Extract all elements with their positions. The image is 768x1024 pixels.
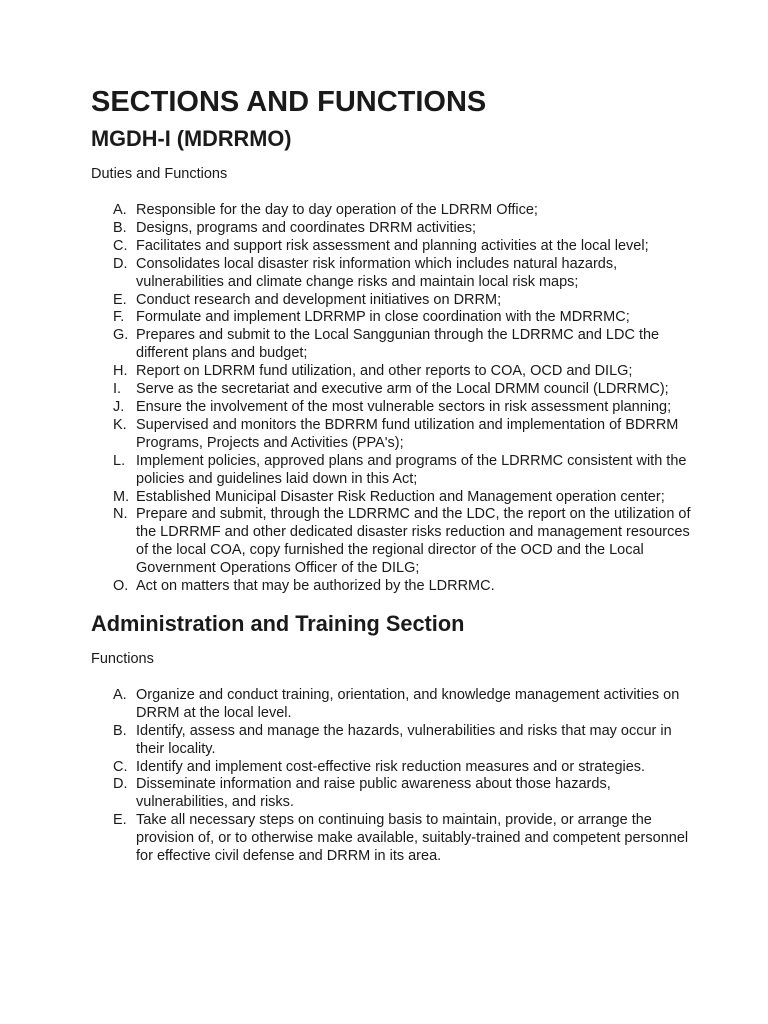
- list-item: [91, 776, 691, 812]
- list-marker: C.: [113, 758, 128, 775]
- list-marker: E.: [113, 291, 127, 308]
- list-item-text: Facilitates and support risk assessment and planning activities at the local level;: [136, 237, 649, 254]
- admin-intro: Functions: [91, 650, 154, 667]
- list-item: [91, 723, 691, 759]
- list-marker: G.: [113, 327, 129, 344]
- admin-functions-list: [91, 687, 691, 866]
- list-item-text: Conduct research and development initiatives on DRRM;: [136, 291, 502, 308]
- list-item: [91, 309, 691, 327]
- list-marker: M.: [113, 488, 130, 505]
- list-item: [91, 453, 691, 489]
- list-item: [91, 759, 691, 777]
- list-marker: A.: [113, 202, 127, 218]
- list-item: [91, 220, 691, 238]
- list-item: [91, 399, 691, 417]
- list-marker: A.: [113, 686, 127, 703]
- list-marker: J.: [113, 398, 125, 415]
- list-marker: D.: [113, 776, 128, 793]
- list-marker: B.: [113, 219, 127, 236]
- list-marker: H.: [113, 363, 128, 380]
- list-marker: K.: [113, 416, 127, 433]
- list-item-text: Identify and implement cost-effective risk reduction measures and or strategies.: [136, 758, 646, 775]
- list-item-text: Organize and conduct training, orientation, and knowledge management activities on DRRM at the local level.: [136, 686, 680, 721]
- list-item-text: Formulate and implement LDRRMP in close coordination with the MDRRMC;: [136, 309, 630, 326]
- list-item-text: Take all necessary steps on continuing basis to maintain, provide, or arrange the provision of, or to otherwise make available, suitably-trained and competent personnel for effective civil defense and DRRM in its area.: [136, 812, 689, 865]
- document-title: SECTIONS AND FUNCTIONS: [91, 86, 487, 118]
- list-item: [91, 327, 691, 363]
- list-item: [91, 381, 691, 399]
- list-marker: E.: [113, 812, 127, 829]
- list-item-text: Serve as the secretariat and executive arm of the Local DRMM council (LDRRMC);: [136, 381, 669, 398]
- list-item: [91, 256, 691, 292]
- list-item: [91, 292, 691, 310]
- list-item-text: Responsible for the day to day operation of the LDRRM Office;: [136, 202, 538, 218]
- list-marker: B.: [113, 722, 127, 739]
- list-item: [91, 363, 691, 381]
- list-item: [91, 202, 691, 220]
- list-marker: D.: [113, 255, 128, 272]
- list-item-text: Established Municipal Disaster Risk Reduction and Management operation center;: [136, 488, 665, 505]
- list-item: [91, 238, 691, 256]
- list-item-text: Ensure the involvement of the most vulnerable sectors in risk assessment planning;: [136, 398, 672, 415]
- list-item-text: Report on LDRRM fund utilization, and other reports to COA, OCD and DILG;: [136, 363, 633, 380]
- office-duties-list: [91, 202, 691, 596]
- list-item-text: Consolidates local disaster risk information which includes natural hazards, vulnerabilities and climate change risks and maintain local risk maps;: [136, 255, 618, 290]
- list-item-text: Designs, programs and coordinates DRRM activities;: [136, 219, 477, 236]
- document-body: [91, 86, 691, 866]
- list-marker: N.: [113, 506, 128, 523]
- list-item-text: Disseminate information and raise public awareness about those hazards, vulnerabilities, and risks.: [136, 776, 611, 811]
- list-marker: I.: [113, 381, 122, 398]
- list-item-text: Prepares and submit to the Local Sanggunian through the LDRRMC and LDC the different plans and budget;: [136, 327, 660, 362]
- list-item-text: Supervised and monitors the BDRRM fund utilization and implementation of BDRRM Programs, Projects and Activities (PPA's);: [136, 416, 679, 451]
- list-item: [91, 417, 691, 453]
- list-marker: L.: [113, 452, 126, 469]
- list-item: [91, 687, 691, 723]
- list-marker: O.: [113, 578, 129, 595]
- admin-section-heading: Administration and Training Section: [91, 610, 465, 636]
- office-heading: MGDH-I (MDRRMO): [91, 126, 292, 151]
- list-marker: F.: [113, 309, 125, 326]
- list-item: [91, 506, 691, 578]
- list-item: [91, 578, 691, 596]
- list-item-text: Prepare and submit, through the LDRRMC and the LDC, the report on the utilization of the LDRRMF and other dedicated disaster risks reduction and management resources of the local COA, copy furnished the regional director of the OCD and the Local Government Operations Officer of the DILG;: [136, 506, 691, 577]
- list-marker: C.: [113, 237, 128, 254]
- office-intro: Duties and Functions: [91, 166, 228, 182]
- list-item: [91, 489, 691, 507]
- list-item: [91, 812, 691, 866]
- list-item-text: Act on matters that may be authorized by the LDRRMC.: [136, 578, 495, 595]
- list-item-text: Implement policies, approved plans and programs of the LDRRMC consistent with the policies and guidelines laid down in this Act;: [136, 452, 687, 487]
- list-item-text: Identify, assess and manage the hazards, vulnerabilities and risks that may occur in their locality.: [136, 722, 672, 757]
